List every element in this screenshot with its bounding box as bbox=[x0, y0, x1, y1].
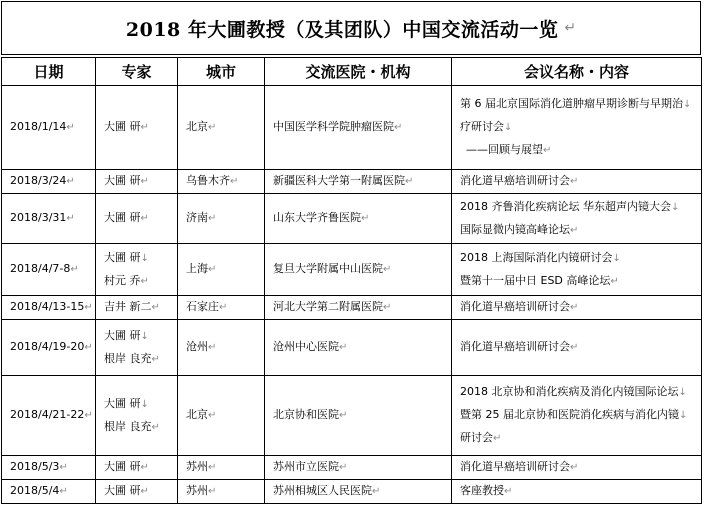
paragraph-mark-icon: ↵ bbox=[140, 275, 149, 287]
cell-expert bbox=[96, 456, 178, 480]
table-row bbox=[2, 456, 702, 480]
table-row bbox=[2, 194, 702, 244]
cell-text: 2018/5/3↵ bbox=[10, 460, 68, 473]
cell-text: 消化道早癌培训研讨会↵ bbox=[460, 174, 579, 187]
cell-meeting bbox=[452, 86, 702, 170]
paragraph-mark-icon: ↓ bbox=[612, 252, 621, 264]
cell-text: 北京↵ bbox=[186, 120, 217, 133]
paragraph-mark-icon: ↵ bbox=[383, 302, 392, 313]
paragraph-mark-icon: ↵ bbox=[140, 462, 149, 473]
paragraph-mark-icon: ↵ bbox=[570, 302, 579, 313]
paragraph-mark-icon: ↓ bbox=[671, 201, 680, 213]
cell-text: 沧州↵ bbox=[186, 340, 217, 353]
paragraph-mark-icon: ↵ bbox=[372, 486, 381, 497]
paragraph-mark-icon: ↓ bbox=[140, 252, 149, 264]
cell-text: 国际显微内镜高峰论坛↵ bbox=[460, 222, 579, 236]
cell-meeting bbox=[452, 194, 702, 244]
cell-text: 北京↵ bbox=[186, 408, 217, 421]
paragraph-mark-icon: ↵ bbox=[84, 342, 93, 353]
paragraph-mark-icon: ↵ bbox=[84, 410, 93, 421]
paragraph-mark-icon: ↵ bbox=[151, 421, 160, 433]
table-body bbox=[2, 86, 702, 504]
cell-text: 研讨会↵ bbox=[460, 431, 502, 444]
cell-city bbox=[178, 244, 265, 296]
cell-city bbox=[178, 86, 265, 170]
paragraph-mark-icon: ↵ bbox=[610, 275, 619, 287]
cell-text: 河北大学第二附属医院↵ bbox=[273, 300, 392, 313]
cell-text: 沧州中心医院↵ bbox=[273, 340, 348, 353]
cell-text: 暨第 25 届北京协和医院消化疾病与消化内镜↓ bbox=[460, 408, 688, 421]
cell-meeting bbox=[452, 320, 702, 376]
paragraph-mark-icon: ↓ bbox=[683, 99, 692, 110]
cell-date bbox=[2, 456, 96, 480]
cell-text: 客座教授↵ bbox=[460, 484, 513, 497]
paragraph-mark-icon: ↵ bbox=[66, 213, 75, 224]
paragraph-mark-icon: ↓ bbox=[679, 410, 688, 421]
paragraph-mark-icon: ↵ bbox=[383, 264, 392, 275]
cell-text: 大圃 研↓ bbox=[104, 396, 149, 410]
paragraph-mark-icon: ↵ bbox=[339, 462, 348, 473]
cell-expert bbox=[96, 86, 178, 170]
table-row bbox=[2, 376, 702, 456]
cell-text: 2018/5/4↵ bbox=[10, 484, 68, 497]
table-row bbox=[2, 244, 702, 296]
paragraph-mark-icon: ↵ bbox=[339, 342, 348, 353]
cell-text: 大圃 研↵ bbox=[104, 120, 149, 133]
cell-text: 2018/3/24↵ bbox=[10, 174, 75, 187]
paragraph-mark-icon: ↵ bbox=[230, 176, 239, 187]
paragraph-mark-icon: ↓ bbox=[504, 122, 513, 133]
paragraph-mark-icon: ↵ bbox=[70, 264, 79, 275]
cell-hospital bbox=[265, 170, 452, 194]
cell-hospital bbox=[265, 194, 452, 244]
cell-date bbox=[2, 480, 96, 504]
cell-text: 大圃 研↵ bbox=[104, 484, 149, 497]
paragraph-mark-icon: ↵ bbox=[361, 213, 370, 224]
cell-meeting bbox=[452, 456, 702, 480]
paragraph-mark-icon: ↵ bbox=[208, 342, 217, 353]
paragraph-mark-icon: ↵ bbox=[66, 122, 75, 133]
cell-text: 村元 乔↵ bbox=[104, 273, 149, 287]
cell-city bbox=[178, 480, 265, 504]
cell-text: 苏州↵ bbox=[186, 460, 217, 473]
paragraph-mark-icon: ↵ bbox=[564, 20, 577, 36]
table-row bbox=[2, 480, 702, 504]
cell-expert bbox=[96, 376, 178, 456]
title-box bbox=[1, 1, 701, 55]
cell-expert bbox=[96, 296, 178, 320]
paragraph-mark-icon: ↵ bbox=[84, 302, 93, 313]
paragraph-mark-icon: ↵ bbox=[208, 462, 217, 473]
table-row bbox=[2, 296, 702, 320]
header-city: 城市 bbox=[178, 58, 265, 86]
cell-text: 苏州相城区人民医院↵ bbox=[273, 484, 381, 497]
cell-meeting bbox=[452, 170, 702, 194]
paragraph-mark-icon: ↵ bbox=[570, 176, 579, 187]
cell-text: 吉井 新二↵ bbox=[104, 300, 160, 313]
paragraph-mark-icon: ↵ bbox=[59, 486, 68, 497]
cell-date bbox=[2, 376, 96, 456]
paragraph-mark-icon: ↵ bbox=[208, 122, 217, 133]
cell-text: 第 6 届北京国际消化道肿瘤早期诊断与早期治↓ bbox=[460, 97, 692, 110]
paragraph-mark-icon: ↵ bbox=[140, 122, 149, 133]
header-hospital: 交流医院・机构 bbox=[265, 58, 452, 86]
paragraph-mark-icon: ↵ bbox=[219, 302, 228, 313]
paragraph-mark-icon: ↵ bbox=[394, 122, 403, 133]
cell-expert bbox=[96, 480, 178, 504]
paragraph-mark-icon: ↵ bbox=[208, 486, 217, 497]
cell-text: 根岸 良充↵ bbox=[104, 419, 160, 433]
cell-text: 大圃 研↵ bbox=[104, 174, 149, 187]
cell-text: 大圃 研↓ bbox=[104, 328, 149, 342]
cell-date bbox=[2, 244, 96, 296]
cell-expert bbox=[96, 194, 178, 244]
cell-date bbox=[2, 86, 96, 170]
paragraph-mark-icon: ↵ bbox=[208, 213, 217, 224]
paragraph-mark-icon: ↓ bbox=[140, 330, 149, 342]
cell-hospital bbox=[265, 320, 452, 376]
cell-text: 2018/4/19-20↵ bbox=[10, 340, 93, 353]
cell-expert bbox=[96, 320, 178, 376]
cell-meeting bbox=[452, 480, 702, 504]
cell-text: 北京协和医院↵ bbox=[273, 408, 348, 421]
paragraph-mark-icon: ↵ bbox=[405, 176, 414, 187]
cell-text: 消化道早癌培训研讨会↵ bbox=[460, 300, 579, 313]
cell-text: 大圃 研↓ bbox=[104, 250, 149, 264]
cell-text: 石家庄↵ bbox=[186, 300, 228, 313]
cell-text: ——回顾与展望↵ bbox=[466, 143, 552, 156]
paragraph-mark-icon: ↵ bbox=[151, 353, 160, 365]
cell-city bbox=[178, 170, 265, 194]
paragraph-mark-icon: ↵ bbox=[66, 176, 75, 187]
paragraph-mark-icon: ↓ bbox=[140, 398, 149, 410]
paragraph-mark-icon: ↵ bbox=[208, 410, 217, 421]
cell-text: 山东大学齐鲁医院↵ bbox=[273, 211, 370, 224]
cell-text: 2018/3/31↵ bbox=[10, 211, 75, 224]
cell-hospital bbox=[265, 376, 452, 456]
cell-hospital bbox=[265, 456, 452, 480]
cell-meeting bbox=[452, 244, 702, 296]
cell-date bbox=[2, 194, 96, 244]
cell-text: 中国医学科学院肿瘤医院↵ bbox=[273, 120, 403, 133]
cell-hospital bbox=[265, 480, 452, 504]
paragraph-mark-icon: ↵ bbox=[543, 145, 552, 156]
cell-text: 2018 北京协和消化疾病及消化内镜国际论坛↓ bbox=[460, 385, 687, 398]
cell-text: 苏州市立医院↵ bbox=[273, 460, 348, 473]
cell-text: 乌鲁木齐↵ bbox=[186, 174, 239, 187]
paragraph-mark-icon: ↵ bbox=[504, 486, 513, 497]
paragraph-mark-icon: ↵ bbox=[59, 462, 68, 473]
cell-city bbox=[178, 296, 265, 320]
cell-text: 2018/4/13-15↵ bbox=[10, 300, 93, 313]
cell-text: 根岸 良充↵ bbox=[104, 351, 160, 365]
cell-date bbox=[2, 170, 96, 194]
table-row bbox=[2, 170, 702, 194]
cell-date bbox=[2, 320, 96, 376]
cell-hospital bbox=[265, 86, 452, 170]
cell-text: 苏州↵ bbox=[186, 484, 217, 497]
header-date: 日期 bbox=[2, 58, 96, 86]
page-title: 2018 年大圃教授（及其团队）中国交流活动一览 bbox=[125, 18, 559, 41]
table-row bbox=[2, 320, 702, 376]
paragraph-mark-icon: ↵ bbox=[493, 433, 502, 444]
table-header-row bbox=[2, 58, 702, 86]
cell-hospital bbox=[265, 244, 452, 296]
cell-expert bbox=[96, 244, 178, 296]
cell-hospital bbox=[265, 296, 452, 320]
cell-text: 大圃 研↵ bbox=[104, 211, 149, 224]
activity-table bbox=[1, 57, 702, 504]
cell-text: 2018/1/14↵ bbox=[10, 120, 75, 133]
table-row bbox=[2, 86, 702, 170]
paragraph-mark-icon: ↵ bbox=[151, 302, 160, 313]
cell-text: 消化道早癌培训研讨会↵ bbox=[460, 460, 579, 473]
cell-text: 疗研讨会↓ bbox=[460, 120, 513, 133]
cell-text: 大圃 研↵ bbox=[104, 460, 149, 473]
cell-text: 济南↵ bbox=[186, 211, 217, 224]
cell-text: 上海↵ bbox=[186, 262, 217, 275]
paragraph-mark-icon: ↵ bbox=[140, 213, 149, 224]
cell-city bbox=[178, 456, 265, 480]
paragraph-mark-icon: ↵ bbox=[208, 264, 217, 275]
cell-meeting bbox=[452, 376, 702, 456]
cell-text: 消化道早癌培训研讨会↵ bbox=[460, 340, 579, 353]
cell-city bbox=[178, 194, 265, 244]
cell-date bbox=[2, 296, 96, 320]
cell-text: 2018 上海国际消化内镜研讨会↓ bbox=[460, 250, 621, 264]
paragraph-mark-icon: ↓ bbox=[678, 387, 687, 398]
paragraph-mark-icon: ↵ bbox=[570, 342, 579, 353]
header-meeting: 会议名称・内容 bbox=[452, 58, 702, 86]
cell-text: 暨第十一届中日 ESD 高峰论坛↵ bbox=[460, 273, 619, 287]
paragraph-mark-icon: ↵ bbox=[140, 486, 149, 497]
paragraph-mark-icon: ↵ bbox=[570, 462, 579, 473]
cell-meeting bbox=[452, 296, 702, 320]
cell-text: 2018/4/7-8↵ bbox=[10, 262, 79, 275]
cell-city bbox=[178, 320, 265, 376]
cell-city bbox=[178, 376, 265, 456]
header-expert: 专家 bbox=[96, 58, 178, 86]
paragraph-mark-icon: ↵ bbox=[339, 410, 348, 421]
cell-text: 2018/4/21-22↵ bbox=[10, 408, 93, 421]
paragraph-mark-icon: ↵ bbox=[140, 176, 149, 187]
cell-text: 2018 齐鲁消化疾病论坛 华东超声内镜大会↓ bbox=[460, 199, 680, 213]
cell-text: 复旦大学附属中山医院↵ bbox=[273, 262, 392, 275]
cell-text: 新疆医科大学第一附属医院↵ bbox=[273, 174, 414, 187]
paragraph-mark-icon: ↵ bbox=[570, 224, 579, 236]
cell-expert bbox=[96, 170, 178, 194]
